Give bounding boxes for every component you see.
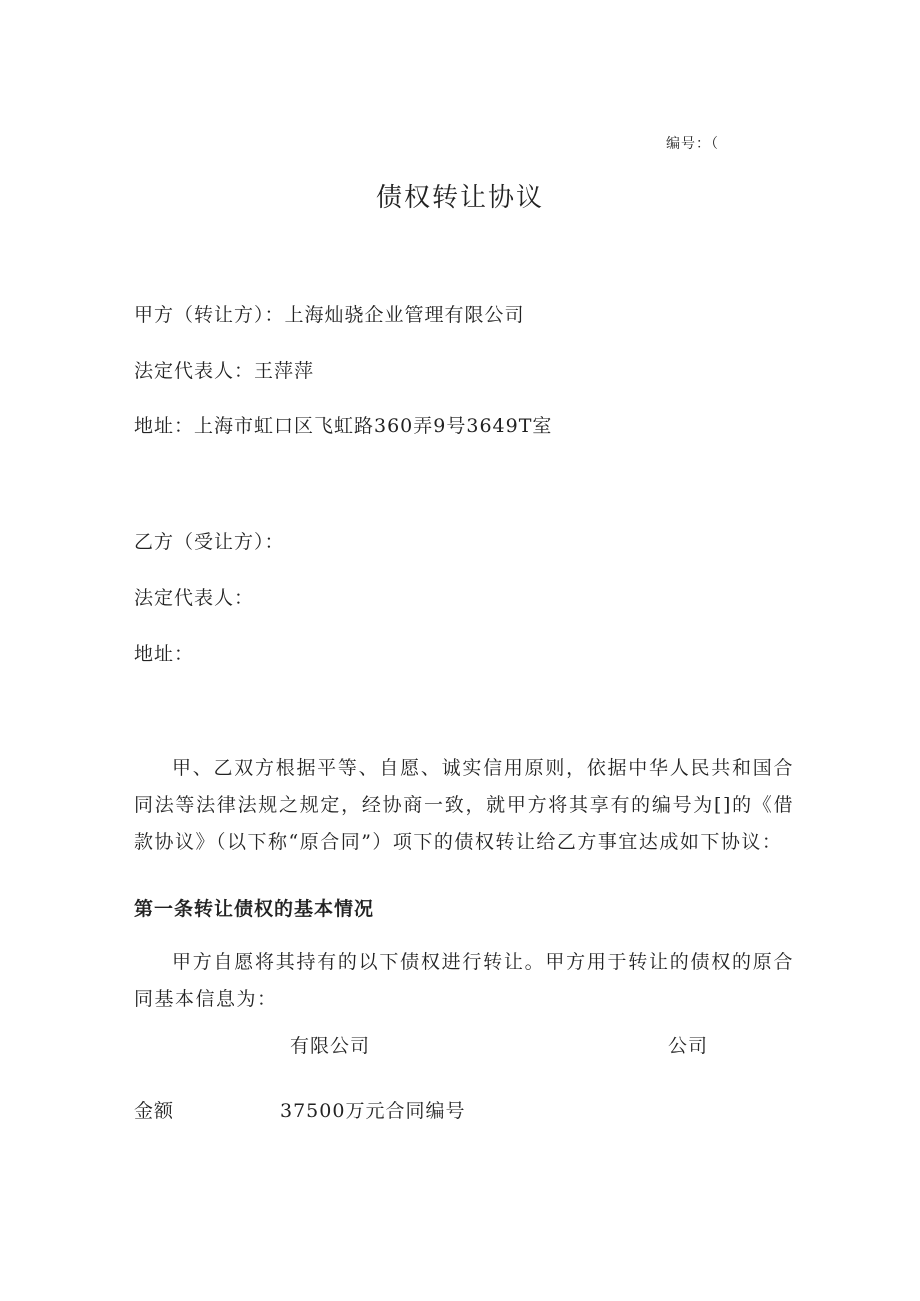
party-b-representative: 法定代表人：	[134, 587, 255, 609]
table-cell-company-b: 公司	[668, 1035, 709, 1057]
document-title: 债权转让协议	[375, 183, 544, 213]
section-1-heading: 第一条转让债权的基本情况	[134, 898, 375, 920]
preamble-paragraph: 甲、乙双方根据平等、自愿、诚实信用原则，依据中华人民共和国合同法等法律法规之规定，经协商一致，就甲方将其享有的编号为[]的《借款协议》（以下称“原合同”）项下的债权转让给乙方事宜达成如下协议：	[134, 757, 794, 853]
party-a-name: 甲方（转让方）：上海灿骁企业管理有限公司	[134, 304, 525, 326]
table-cell-company-a: 有限公司	[290, 1035, 371, 1057]
party-a-address: 地址：上海市虹口区飞虹路360弄9号3649T室	[134, 415, 553, 437]
party-b-name: 乙方（受让方）：	[134, 531, 285, 553]
party-a-representative: 法定代表人：王萍萍	[134, 360, 315, 382]
amount-value: 37500万元合同编号	[280, 1100, 466, 1122]
section-1-paragraph: 甲方自愿将其持有的以下债权进行转让。甲方用于转让的债权的原合同基本信息为：	[134, 951, 794, 1010]
document-number-label: 编号：（	[666, 136, 719, 152]
amount-label: 金额	[134, 1100, 175, 1122]
party-b-address: 地址：	[134, 643, 195, 665]
